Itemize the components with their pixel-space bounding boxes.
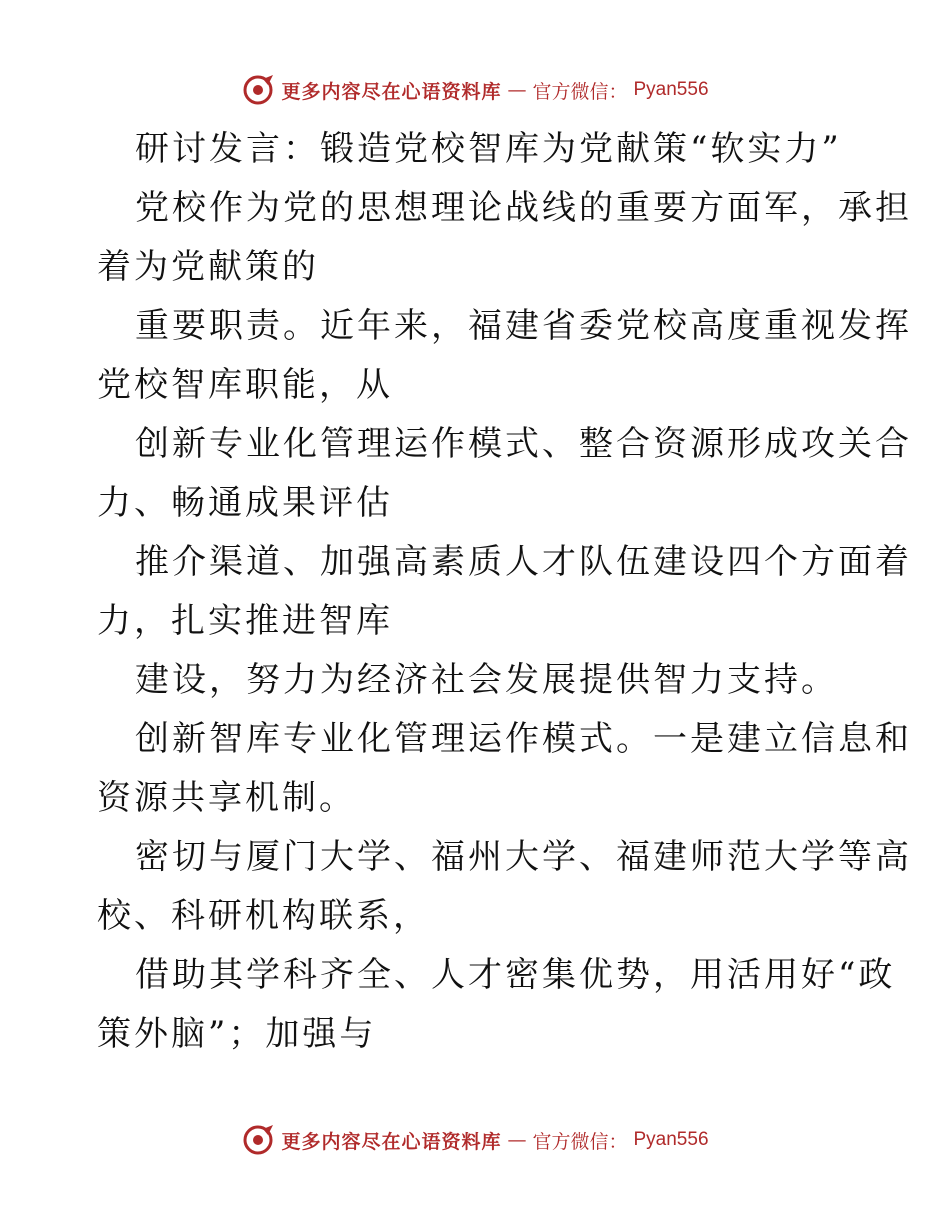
header-dash: — <box>507 79 527 101</box>
header-brand-text: 更多内容尽在心语资料库 <box>281 80 502 103</box>
body-line: 建设，努力为经济社会发展提供智力支持。 <box>135 660 838 700</box>
body-line: 重要职责。近年来，福建省委党校高度重视发挥 <box>135 306 912 346</box>
footer-brand-text: 更多内容尽在心语资料库 <box>281 1130 502 1153</box>
footer-wechat-label: 官方微信： <box>532 1130 628 1153</box>
body-line: 借助其学科齐全、人才密集优势，用活用好“政 <box>135 955 896 995</box>
brand-logo-icon <box>241 73 275 107</box>
body-line: 资源共享机制。 <box>97 778 356 818</box>
footer-dash: — <box>507 1129 527 1151</box>
body-line: 力、畅通成果评估 <box>97 483 393 523</box>
body-line: 党校作为党的思想理论战线的重要方面军，承担 <box>135 188 912 228</box>
header-wechat-id: Pyan556 <box>633 79 709 100</box>
body-line: 创新专业化管理运作模式、整合资源形成攻关合 <box>135 424 912 464</box>
footer-wechat-id: Pyan556 <box>633 1129 709 1150</box>
body-line: 推介渠道、加强高素质人才队伍建设四个方面着 <box>135 542 912 582</box>
body-line: 策外脑”；加强与 <box>97 1014 377 1054</box>
document-title: 研讨发言：锻造党校智库为党献策“软实力” <box>135 129 842 169</box>
body-line: 密切与厦门大学、福州大学、福建师范大学等高 <box>135 837 912 877</box>
brand-logo-icon <box>241 1123 275 1157</box>
page-footer <box>0 1120 950 1160</box>
body-line: 创新智库专业化管理运作模式。一是建立信息和 <box>135 719 912 759</box>
body-line: 着为党献策的 <box>97 247 319 287</box>
document-body <box>97 120 912 1064</box>
header-wechat-label: 官方微信： <box>532 80 628 103</box>
body-line: 力，扎实推进智库 <box>97 601 393 641</box>
page-header <box>0 70 950 110</box>
body-line: 校、科研机构联系， <box>97 896 430 936</box>
body-line: 党校智库职能，从 <box>97 365 393 405</box>
